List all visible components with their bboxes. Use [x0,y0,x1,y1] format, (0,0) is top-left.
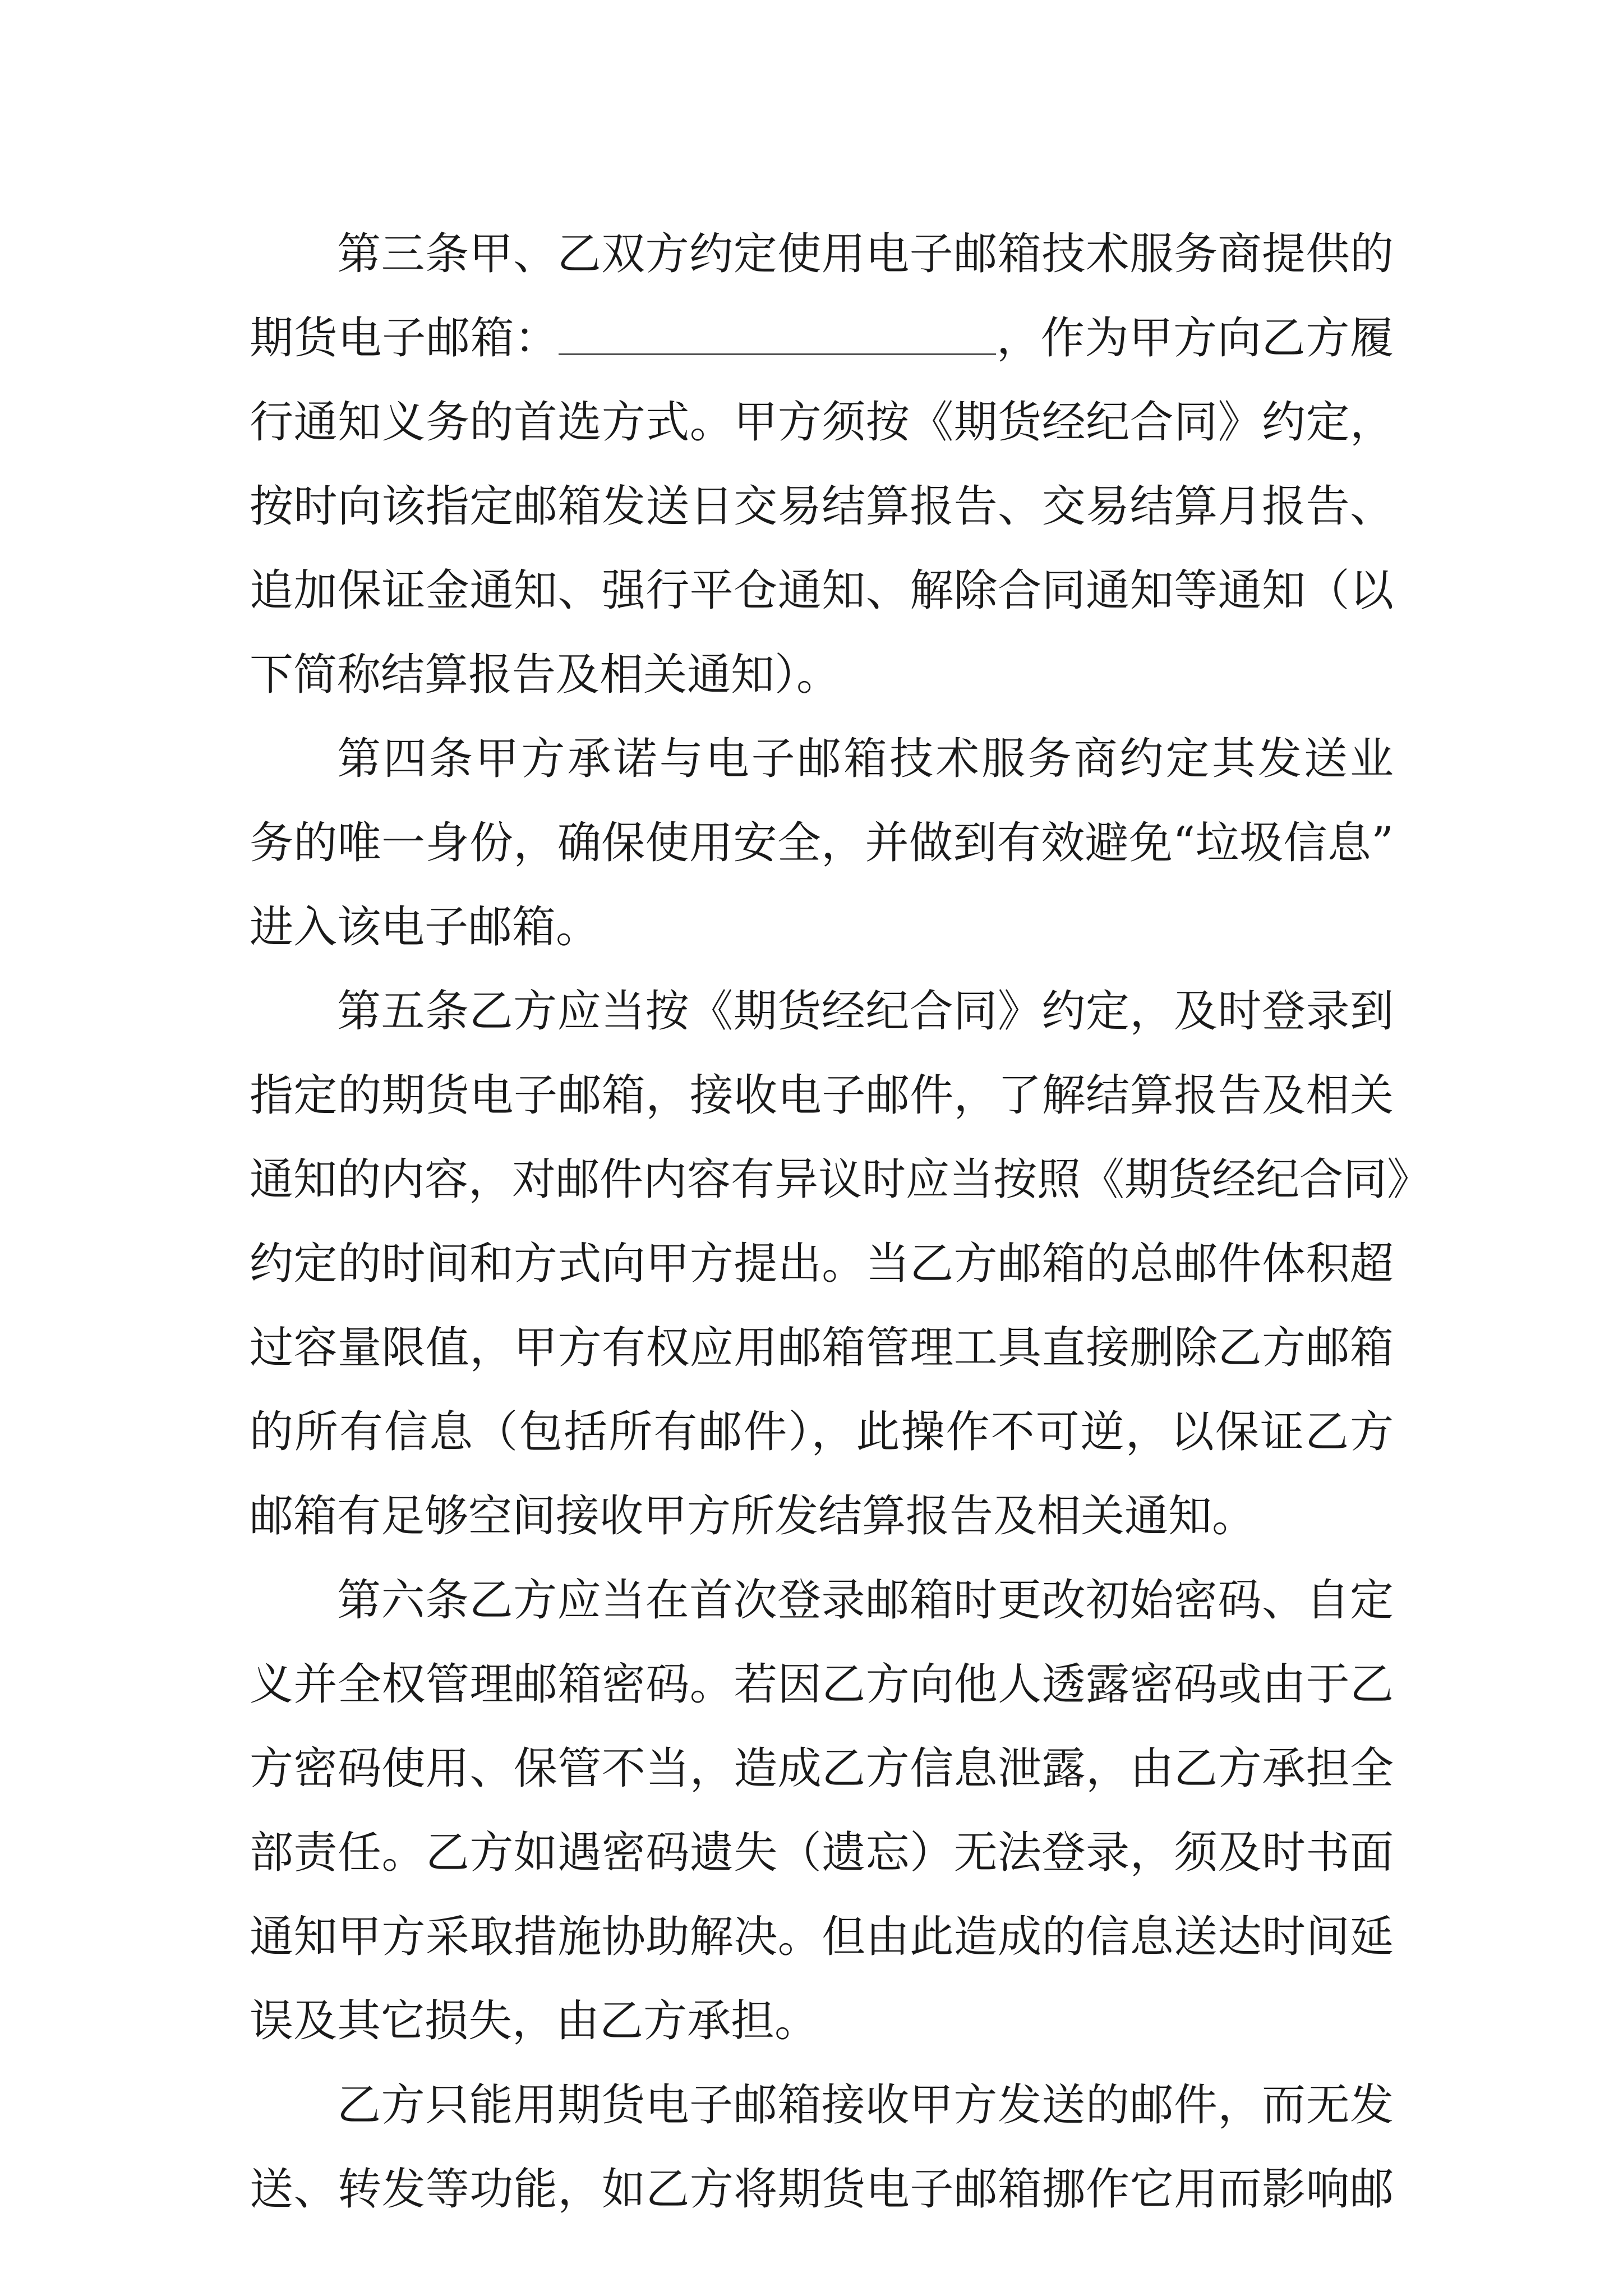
text-line: 乙方只能用期货电子邮箱接收甲方发送的邮件，而无发 [337,2080,1394,2131]
paragraph-article-3 [250,212,1394,717]
paragraph-article-4 [250,717,1394,969]
text-line: 送、转发等功能，如乙方将期货电子邮箱挪作它用而影响邮 [250,2164,1394,2215]
email-blank-field[interactable] [559,320,996,355]
text-line: 按时向该指定邮箱发送日交易结算报告、交易结算月报告、 [250,481,1394,532]
text-line: 方密码使用、保管不当，造成乙方信息泄露，由乙方承担全 [250,1743,1394,1794]
text-line: 邮箱有足够空间接收甲方所发结算报告及相关通知。 [250,1491,1256,1542]
text-line: 约定的时间和方式向甲方提出。当乙方邮箱的总邮件体积超 [250,1239,1394,1289]
text-line: 通知的内容，对邮件内容有异议时应当按照《期货经纪合同》 [250,1154,1431,1205]
document-body [250,212,1431,2231]
text-line: 第四条甲方承诺与电子邮箱技术服务商约定其发送业 [337,734,1394,784]
text-line: 进入该电子邮箱。 [250,902,600,953]
text-line: 下简称结算报告及相关通知）。 [250,650,841,700]
text-line: 第六条乙方应当在首次登录邮箱时更改初始密码、自定 [337,1575,1394,1626]
text-line: 义并全权管理邮箱密码。若因乙方向他人透露密码或由于乙 [250,1659,1394,1710]
text-line: 通知甲方采取措施协助解决。但由此造成的信息送达时间延 [250,1912,1394,1962]
text-line [250,296,1394,380]
paragraph-article-5 [250,969,1431,1558]
text-fragment: 期货电子邮箱： [250,313,559,364]
text-line: 行通知义务的首选方式。甲方须按《期货经纪合同》约定， [250,397,1394,448]
text-line: 误及其它损失，由乙方承担。 [250,1996,819,2046]
text-line: 的所有信息（包括所有邮件），此操作不可逆，以保证乙方 [250,1407,1394,1457]
text-line: 部责任。乙方如遇密码遗失（遗忘）无法登录，须及时书面 [250,1828,1394,1878]
text-line: 务的唯一身份，确保使用安全，并做到有效避免“垃圾信息” [250,818,1394,868]
text-line: 第三条甲、乙双方约定使用电子邮箱技术服务商提供的 [337,229,1394,279]
paragraph-mailbox-usage [250,2063,1394,2231]
text-line: 追加保证金通知、强行平仓通知、解除合同通知等通知（以 [250,565,1394,616]
paragraph-article-6 [250,1558,1394,2063]
text-line: 过容量限值，甲方有权应用邮箱管理工具直接删除乙方邮箱 [250,1323,1394,1373]
text-line: 指定的期货电子邮箱，接收电子邮件，了解结算报告及相关 [250,1070,1394,1121]
text-line: 第五条乙方应当按《期货经纪合同》约定，及时登录到 [337,986,1394,1037]
text-fragment: ，作为甲方向乙方履 [996,313,1394,364]
